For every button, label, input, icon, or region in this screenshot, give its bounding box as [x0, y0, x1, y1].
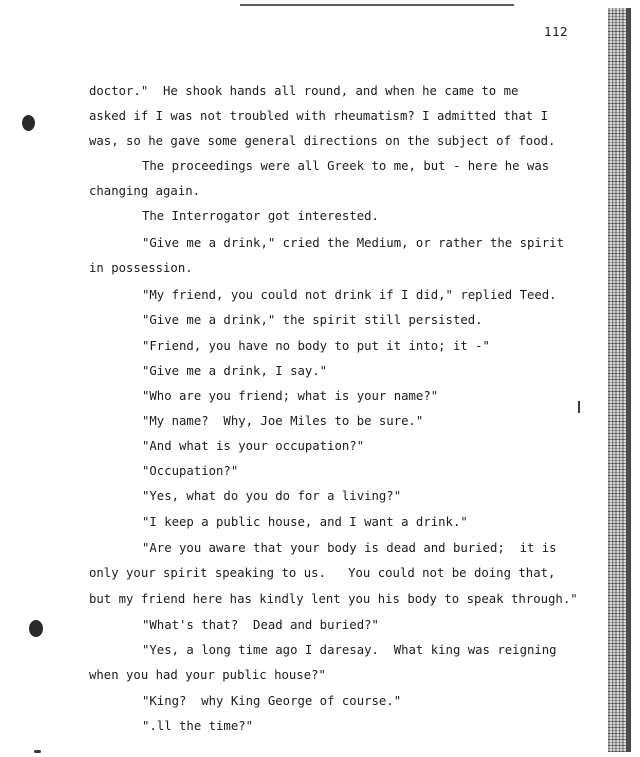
- text-line: but my friend here has kindly lent you his body to speak through.": [89, 592, 578, 606]
- text-line: "What's that? Dead and buried?": [142, 618, 379, 632]
- text-line: "Who are you friend; what is your name?": [142, 389, 439, 403]
- text-line: The proceedings were all Greek to me, but - here he was: [142, 159, 550, 173]
- text-line: "King? why King George of course.": [142, 694, 402, 708]
- text-line: doctor." He shook hands all round, and when he came to me: [89, 84, 519, 98]
- text-line: "My name? Why, Joe Miles to be sure.": [142, 414, 424, 428]
- text-line: "Occupation?": [142, 464, 239, 478]
- scan-mark: [34, 750, 41, 753]
- text-line: "Give me a drink, I say.": [142, 364, 328, 378]
- punch-hole: [22, 115, 35, 131]
- text-line: "And what is your occupation?": [142, 439, 365, 453]
- text-line: in possession.: [89, 261, 193, 275]
- text-line: "Are you aware that your body is dead and buried; it is: [142, 541, 557, 555]
- text-line: "Friend, you have no body to put it into; it -": [142, 339, 490, 353]
- text-line: "Give me a drink," the spirit still persisted.: [142, 313, 483, 327]
- text-line: only your spirit speaking to us. You could not be doing that,: [89, 566, 556, 580]
- text-line: was, so he gave some general directions on the subject of food.: [89, 134, 556, 148]
- top-rule: [240, 4, 514, 6]
- text-line: when you had your public house?": [89, 668, 326, 682]
- punch-hole: [29, 620, 43, 637]
- text-line: "Give me a drink," cried the Medium, or rather the spirit: [142, 236, 564, 250]
- text-line: asked if I was not troubled with rheumatism? I admitted that I: [89, 109, 549, 123]
- scanned-page-edge-shadow: [626, 8, 631, 752]
- text-line: "Yes, what do you do for a living?": [142, 489, 402, 503]
- text-line: The Interrogator got interested.: [142, 209, 379, 223]
- scan-mark: [578, 401, 580, 413]
- text-line: ".ll the time?": [142, 719, 254, 733]
- text-line: "My friend, you could not drink if I did," replied Teed.: [142, 288, 557, 302]
- text-line: changing again.: [89, 184, 201, 198]
- text-line: "I keep a public house, and I want a drink.": [142, 515, 468, 529]
- text-line: "Yes, a long time ago I daresay. What king was reigning: [142, 643, 557, 657]
- page-number: 112: [544, 24, 569, 39]
